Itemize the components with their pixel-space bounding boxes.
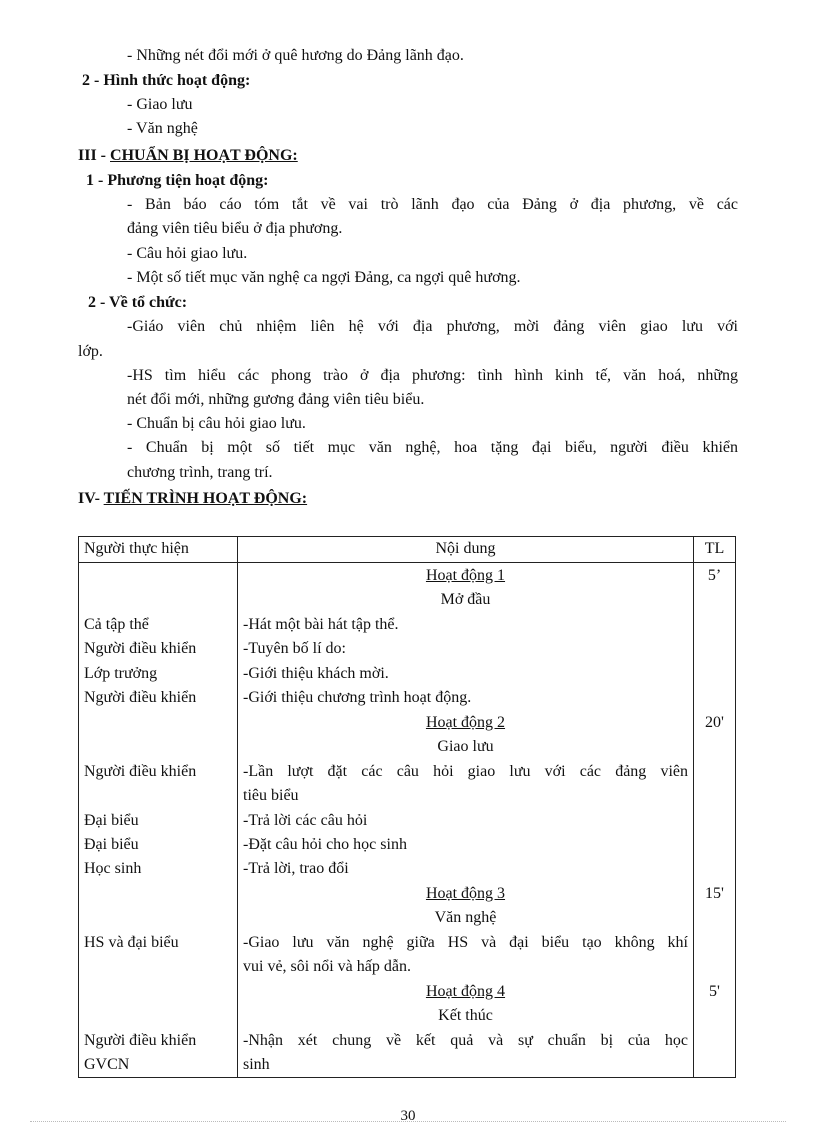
- performer: Người điều khiển: [84, 762, 197, 780]
- performer: Lớp trưởng: [84, 664, 158, 682]
- activity-title: Văn nghệ: [434, 908, 497, 926]
- paragraph-line: -Giáo viên chủ nhiệm liên hệ với địa phương, mời đảng viên giao lưu với: [127, 318, 738, 335]
- content-line: -Tuyên bố lí do:: [243, 639, 346, 657]
- list-item: - Văn nghệ: [127, 120, 198, 137]
- time-value: 5': [709, 982, 720, 1000]
- subheading-means: 1 - Phương tiện hoạt động:: [86, 172, 269, 189]
- activity-heading: [243, 711, 688, 736]
- content-line: sinh: [243, 1055, 270, 1073]
- page-number: 30: [400, 1108, 416, 1124]
- list-item: - Một số tiết mục văn nghệ ca ngợi Đảng, ca ngợi quê hương.: [127, 269, 521, 286]
- content-line: -Giới thiệu khách mời.: [243, 664, 389, 682]
- time-value: 20': [705, 713, 724, 731]
- content-line: -Lần lượt đặt các câu hỏi giao lưu với các đảng viên: [243, 762, 688, 780]
- activity-heading-text: Hoạt động 1: [425, 566, 506, 584]
- list-item: - Chuẩn bị câu hỏi giao lưu.: [127, 415, 306, 432]
- header-performer: Người thực hiện: [79, 537, 238, 563]
- section-heading-3: [78, 145, 298, 167]
- paragraph-line: đảng viên tiêu biểu ở địa phương.: [127, 220, 343, 237]
- performer: Đại biểu: [84, 811, 139, 829]
- footer-divider: [30, 1121, 786, 1122]
- content-line: -Nhận xét chung về kết quả và sự chuẩn bị của học: [243, 1031, 688, 1049]
- activity-heading-text: Hoạt động 2: [425, 713, 506, 731]
- table-header-row: [79, 537, 736, 563]
- performer: Người điều khiển: [84, 639, 197, 657]
- activity-table: [78, 536, 736, 1078]
- list-item: - Câu hỏi giao lưu.: [127, 245, 248, 262]
- list-item: - Giao lưu: [127, 96, 193, 113]
- activity-heading: [243, 564, 688, 589]
- time-cell: [694, 562, 736, 1077]
- paragraph-line: -HS tìm hiểu các phong trào ở địa phương: tình hình kinh tế, văn hoá, những: [127, 367, 738, 384]
- content-line: -Trả lời các câu hỏi: [243, 811, 368, 829]
- content-cell: [238, 562, 694, 1077]
- paragraph-line: lớp.: [78, 343, 103, 360]
- intro-line: - Những nét đổi mới ở quê hương do Đảng lãnh đạo.: [127, 47, 464, 64]
- performer-cell: [79, 562, 238, 1077]
- activity-heading-text: Hoạt động 4: [425, 982, 506, 1000]
- content-line: vui vẻ, sôi nổi và hấp dẫn.: [243, 957, 411, 975]
- header-content: Nội dung: [238, 537, 694, 563]
- section-number: III -: [78, 147, 111, 164]
- paragraph-line: - Chuẩn bị một số tiết mục văn nghệ, hoa tặng đại biểu, người điều khiển: [127, 439, 738, 456]
- subheading-activity-form: 2 - Hình thức hoạt động:: [82, 72, 251, 89]
- content-line: tiêu biểu: [243, 786, 299, 804]
- time-value: 15': [705, 884, 724, 902]
- performer: Người điều khiển: [84, 1031, 197, 1049]
- activity-title: Giao lưu: [437, 737, 494, 755]
- subheading-organization: 2 - Về tổ chức:: [88, 294, 188, 311]
- content-line: -Giao lưu văn nghệ giữa HS và đại biểu tạo không khí: [243, 933, 688, 951]
- section-heading-4: [78, 488, 307, 510]
- activity-heading: [243, 882, 688, 907]
- performer: HS và đại biểu: [84, 933, 179, 951]
- performer: GVCN: [84, 1055, 130, 1073]
- performer: Học sinh: [84, 859, 142, 877]
- content-line: -Trả lời, trao đổi: [243, 859, 349, 877]
- performer: Cả tập thể: [84, 615, 149, 633]
- paragraph-line: - Bản báo cáo tóm tắt về vai trò lãnh đạo của Đảng ở địa phương, về các: [127, 196, 738, 213]
- activity-title: Kết thúc: [438, 1006, 493, 1024]
- paragraph-line: nét đổi mới, những gương đảng viên tiêu biểu.: [127, 391, 425, 408]
- content-line: -Hát một bài hát tập thể.: [243, 615, 399, 633]
- content-line: -Đặt câu hỏi cho học sinh: [243, 835, 407, 853]
- paragraph-line: chương trình, trang trí.: [127, 464, 273, 481]
- content-line: -Giới thiệu chương trình hoạt động.: [243, 688, 472, 706]
- table-row: [79, 562, 736, 1077]
- performer: Đại biểu: [84, 835, 139, 853]
- time-value: 5’: [707, 566, 722, 584]
- section-title: TIẾN TRÌNH HOẠT ĐỘNG:: [103, 490, 308, 507]
- section-number: IV-: [78, 490, 104, 507]
- activity-heading: [243, 980, 688, 1005]
- activity-title: Mở đầu: [440, 590, 491, 608]
- section-title: CHUẨN BỊ HOẠT ĐỘNG:: [110, 147, 298, 164]
- activity-heading-text: Hoạt động 3: [425, 884, 506, 902]
- header-time: TL: [694, 537, 736, 563]
- performer: Người điều khiển: [84, 688, 197, 706]
